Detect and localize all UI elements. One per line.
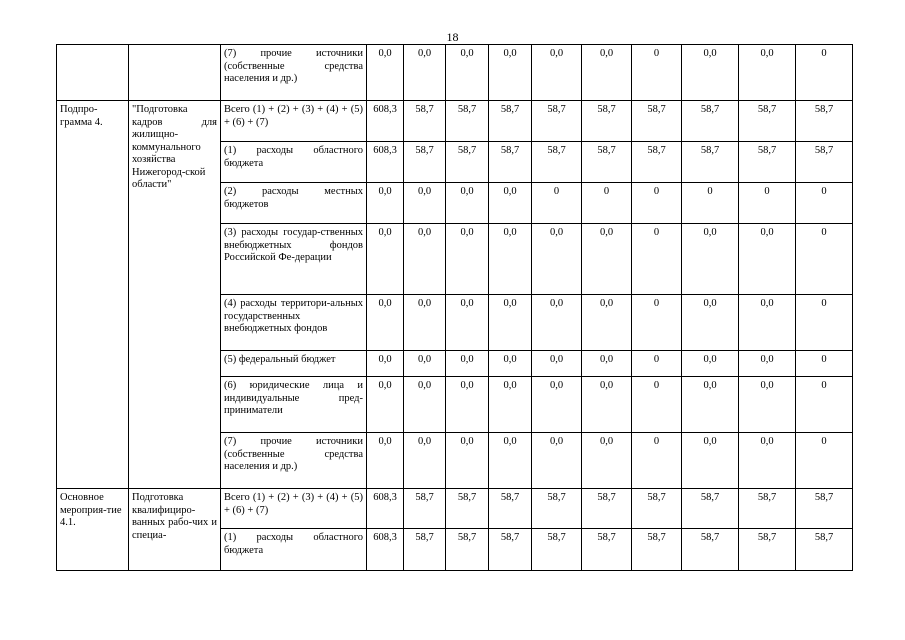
- page-number: 18: [446, 30, 459, 44]
- value-cell: 0: [796, 351, 853, 377]
- value-cell: 0,0: [582, 45, 632, 101]
- table-row: [57, 489, 853, 529]
- value-cell: 0,0: [404, 183, 446, 224]
- value-cell: 0,0: [446, 433, 489, 489]
- value-cell: 0,0: [367, 295, 404, 351]
- program-name-cell: [129, 45, 221, 101]
- value-cell: 0,0: [446, 183, 489, 224]
- value-cell: 0,0: [367, 351, 404, 377]
- value-cell: 0,0: [446, 45, 489, 101]
- value-cell: 0,0: [682, 351, 739, 377]
- value-cell: 0,0: [404, 433, 446, 489]
- value-cell: 0,0: [739, 45, 796, 101]
- value-cell: 608,3: [367, 142, 404, 183]
- value-cell: 0,0: [367, 433, 404, 489]
- value-cell: 58,7: [632, 489, 682, 529]
- value-cell: 0: [796, 183, 853, 224]
- value-cell: 0,0: [367, 183, 404, 224]
- funding-source-cell: (4) расходы территори-альных государственных внебюджетных фондов: [221, 295, 367, 351]
- value-cell: 58,7: [489, 489, 532, 529]
- value-cell: 58,7: [739, 101, 796, 142]
- funding-source-cell: (7) прочие источники (собственные средства населения и др.): [221, 433, 367, 489]
- value-cell: 0,0: [404, 351, 446, 377]
- value-cell: 608,3: [367, 529, 404, 571]
- value-cell: 58,7: [582, 142, 632, 183]
- value-cell: 0,0: [489, 351, 532, 377]
- value-cell: 58,7: [739, 142, 796, 183]
- value-cell: 0,0: [582, 351, 632, 377]
- value-cell: 58,7: [446, 489, 489, 529]
- program-name-cell: "Подготовка кадров для жилищно-коммунального хозяйства Нижегород-ской области": [129, 101, 221, 489]
- value-cell: 0: [632, 351, 682, 377]
- value-cell: 0,0: [739, 224, 796, 295]
- value-cell: 58,7: [582, 489, 632, 529]
- value-cell: 0,0: [739, 351, 796, 377]
- value-cell: 0,0: [582, 224, 632, 295]
- table-row: [57, 45, 853, 101]
- funding-source-cell: Всего (1) + (2) + (3) + (4) + (5) + (6) + (7): [221, 101, 367, 142]
- value-cell: 0,0: [739, 377, 796, 433]
- value-cell: 58,7: [682, 489, 739, 529]
- value-cell: 58,7: [682, 142, 739, 183]
- funding-source-cell: (3) расходы государ-ственных внебюджетных фондов Российской Фе-дерации: [221, 224, 367, 295]
- value-cell: 0,0: [739, 433, 796, 489]
- value-cell: 0,0: [367, 377, 404, 433]
- value-cell: 0,0: [682, 45, 739, 101]
- value-cell: 58,7: [446, 101, 489, 142]
- value-cell: 0,0: [367, 224, 404, 295]
- value-cell: 0: [632, 433, 682, 489]
- value-cell: 58,7: [632, 529, 682, 571]
- value-cell: 0: [532, 183, 582, 224]
- value-cell: 58,7: [739, 489, 796, 529]
- funding-source-cell: Всего (1) + (2) + (3) + (4) + (5) + (6) + (7): [221, 489, 367, 529]
- value-cell: 0,0: [682, 224, 739, 295]
- value-cell: 0: [632, 45, 682, 101]
- value-cell: 0,0: [404, 377, 446, 433]
- value-cell: 0: [632, 224, 682, 295]
- value-cell: 0,0: [582, 295, 632, 351]
- value-cell: 58,7: [632, 101, 682, 142]
- value-cell: 58,7: [582, 101, 632, 142]
- program-code-cell: Подпро-грамма 4.: [57, 101, 129, 489]
- table-row: [57, 101, 853, 142]
- financing-table: [56, 44, 853, 571]
- value-cell: 0: [739, 183, 796, 224]
- value-cell: 58,7: [404, 142, 446, 183]
- value-cell: 58,7: [489, 101, 532, 142]
- value-cell: 58,7: [582, 529, 632, 571]
- value-cell: 58,7: [446, 142, 489, 183]
- value-cell: 0: [632, 377, 682, 433]
- value-cell: 58,7: [532, 489, 582, 529]
- value-cell: 58,7: [404, 529, 446, 571]
- value-cell: 0,0: [532, 224, 582, 295]
- value-cell: 0,0: [582, 377, 632, 433]
- program-code-cell: [57, 45, 129, 101]
- value-cell: 0,0: [682, 377, 739, 433]
- funding-source-cell: (2) расходы местных бюджетов: [221, 183, 367, 224]
- value-cell: 0,0: [446, 295, 489, 351]
- funding-source-cell: (7) прочие источники (собственные средства населения и др.): [221, 45, 367, 101]
- value-cell: 608,3: [367, 101, 404, 142]
- value-cell: 0,0: [404, 295, 446, 351]
- program-code-cell: Основное мероприя-тие 4.1.: [57, 489, 129, 571]
- value-cell: 58,7: [796, 529, 853, 571]
- value-cell: 0: [796, 224, 853, 295]
- value-cell: 0: [796, 45, 853, 101]
- value-cell: 58,7: [796, 142, 853, 183]
- value-cell: 0,0: [532, 433, 582, 489]
- value-cell: 0,0: [532, 295, 582, 351]
- value-cell: 0: [582, 183, 632, 224]
- value-cell: 0,0: [446, 377, 489, 433]
- value-cell: 0,0: [489, 377, 532, 433]
- value-cell: 58,7: [532, 142, 582, 183]
- funding-source-cell: (5) федеральный бюджет: [221, 351, 367, 377]
- value-cell: 0,0: [532, 351, 582, 377]
- value-cell: 0,0: [489, 433, 532, 489]
- value-cell: 0,0: [367, 45, 404, 101]
- value-cell: 0,0: [582, 433, 632, 489]
- value-cell: 0,0: [682, 295, 739, 351]
- value-cell: 0,0: [682, 433, 739, 489]
- value-cell: 0,0: [489, 224, 532, 295]
- value-cell: 0,0: [489, 45, 532, 101]
- value-cell: 0,0: [404, 45, 446, 101]
- value-cell: 0,0: [532, 45, 582, 101]
- value-cell: 0: [796, 433, 853, 489]
- value-cell: 0: [682, 183, 739, 224]
- value-cell: 58,7: [682, 101, 739, 142]
- value-cell: 608,3: [367, 489, 404, 529]
- value-cell: 58,7: [796, 101, 853, 142]
- value-cell: 0,0: [446, 351, 489, 377]
- value-cell: 58,7: [532, 529, 582, 571]
- value-cell: 0,0: [532, 377, 582, 433]
- value-cell: 0,0: [489, 183, 532, 224]
- value-cell: 58,7: [739, 529, 796, 571]
- value-cell: 58,7: [489, 142, 532, 183]
- value-cell: 58,7: [489, 529, 532, 571]
- value-cell: 0,0: [404, 224, 446, 295]
- value-cell: 58,7: [404, 489, 446, 529]
- funding-source-cell: (6) юридические лица и индивидуальные пред-приниматели: [221, 377, 367, 433]
- value-cell: 0,0: [446, 224, 489, 295]
- value-cell: 0: [796, 295, 853, 351]
- value-cell: 58,7: [446, 529, 489, 571]
- value-cell: 58,7: [532, 101, 582, 142]
- value-cell: 58,7: [682, 529, 739, 571]
- funding-source-cell: (1) расходы областного бюджета: [221, 529, 367, 571]
- value-cell: 0: [796, 377, 853, 433]
- value-cell: 58,7: [632, 142, 682, 183]
- value-cell: 0: [632, 295, 682, 351]
- value-cell: 0,0: [739, 295, 796, 351]
- value-cell: 58,7: [404, 101, 446, 142]
- funding-source-cell: (1) расходы областного бюджета: [221, 142, 367, 183]
- value-cell: 58,7: [796, 489, 853, 529]
- program-name-cell: Подготовка квалифициро-ванных рабо-чих и специа-: [129, 489, 221, 571]
- value-cell: 0: [632, 183, 682, 224]
- value-cell: 0,0: [489, 295, 532, 351]
